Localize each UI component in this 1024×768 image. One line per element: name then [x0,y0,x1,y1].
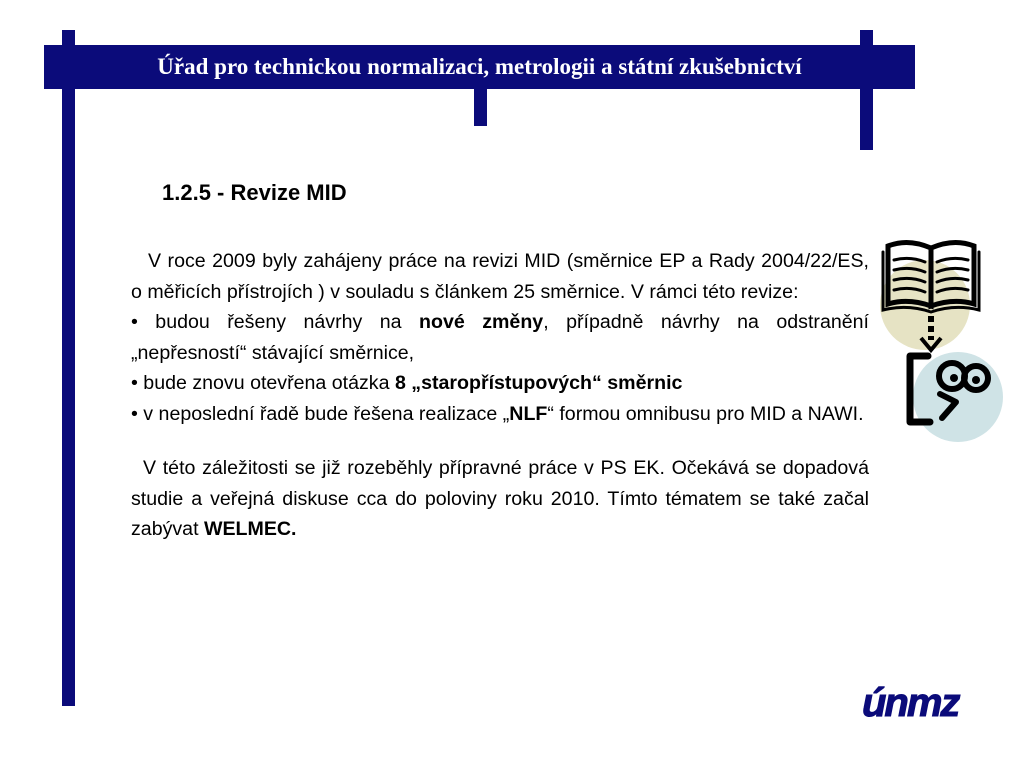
body-text [131,246,869,545]
bullet-item-1: • budou řešeny návrhy na nové změny, případně návrhy na odstranění „nepřesností“ stávající směrnice, [131,311,869,364]
bullet-3-bold: NLF [509,402,548,425]
welmec-bold: WELMEC. [203,518,297,540]
paragraph-gap [131,429,869,453]
bullet-item-3: • v neposlední řadě bude řešena realizace „NLF“ formou omnibusu pro MID a NAWI. [131,402,864,425]
bullet-item-2: • bude znovu otevřena otázka 8 „staropřístupových“ směrnic [131,372,683,394]
header-banner [44,45,915,89]
intro-paragraph [131,246,869,307]
second-paragraph: V této záležitosti se již rozeběhly přípravné práce v PS EK. Očekává se dopadová studie a veřejná diskuse cca do poloviny roku 2010. Tímto tématem se také začal zabývat WELMEC. [131,457,869,540]
unmz-logo [860,676,980,724]
book-thinking-head-illustration [878,232,1008,442]
section-heading: 1.2.5 - Revize MID [162,180,347,205]
header-title: Úřad pro technickou normalizaci, metrologii a státní zkušebnictví [157,54,802,79]
bullet-2-bold: 8 „staropřístupových“ směrnic [394,372,683,394]
logo-text: únmz [862,681,959,724]
middle-vertical-bar [474,85,487,126]
bullet-1-bold: nové změny [419,311,544,333]
intro-text: V roce 2009 byly zahájeny práce na revizi MID (směrnice EP a Rady 2004/22/ES, o měřicích přístrojích ) v souladu s článkem 25 směrnice. V rámci této revize: [131,250,869,303]
left-vertical-bar [62,30,75,706]
